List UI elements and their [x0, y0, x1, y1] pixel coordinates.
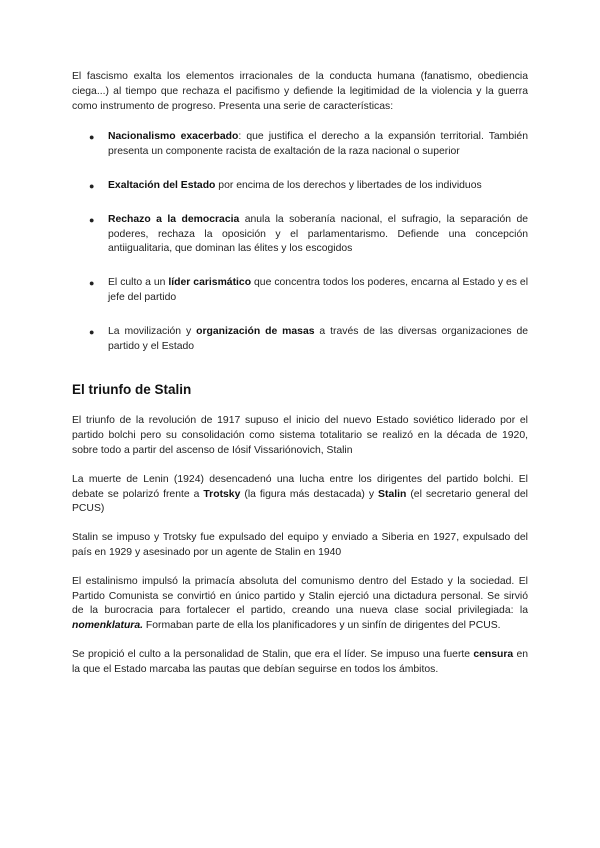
list-item: ● La movilización y organización de masas a través de las diversas organizaciones de partido y el Estado: [89, 325, 528, 352]
list-item: ● Rechazo a la democracia anula la soberanía nacional, el sufragio, la separación de poderes, rechaza la oposición y el parlamentarismo. Defiende una concepción antiigualitaria, que dominan las élites y los escogidos: [89, 213, 528, 255]
paragraph-trotsky: Stalin se impuso y Trotsky fue expulsado del equipo y enviado a Siberia en 1927, expulsado del país en 1929 y asesinado por un agente de Stalin en 1940: [72, 532, 528, 558]
list-item: ● Exaltación del Estado por encima de los derechos y libertades de los individuos: [72, 179, 528, 194]
bold-term: Stalin: [378, 488, 407, 500]
bullet-icon: ●: [89, 326, 95, 337]
document-page: [72, 70, 528, 692]
paragraph-lenin-death: La muerte de Lenin (1924) desencadenó una lucha entre los dirigentes del partido bolchi. El debate se polarizó frente a Trotsky (la figura más destacada) y Stalin (el secretario general del PCUS): [72, 473, 528, 515]
bullet-icon: ●: [89, 132, 95, 143]
bold-term: organización de masas: [196, 325, 315, 337]
bold-term: líder carismático: [168, 277, 252, 289]
paragraph-stalinism: El estalinismo impulsó la primacía absoluta del comunismo dentro del Estado y la sociedad. El Partido Comunista se convirtió en único partido y Stalin ejerció una dictadura personal. Se sirvió de la burocracia para fortalecer el partido, creando una nueva clase social privilegiada: la nomenklatura. Formaban parte de ella los planificadores y un sinfín de dirigentes del PCUS.: [72, 575, 528, 632]
characteristics-list: [72, 130, 528, 354]
bold-term: censura: [473, 648, 514, 660]
paragraph-revolution: El triunfo de la revolución de 1917 supuso el inicio del nuevo Estado soviético liderado por el partido bolchi pero su consolidación como sistema totalitario se realizó en la década de 1920, sobre todo a partir del ascenso de Iósif Vissariónovich, Stalin: [72, 415, 528, 456]
section-heading: El triunfo de Stalin: [72, 382, 192, 398]
bullet-icon: ●: [89, 278, 95, 289]
paragraph-censorship: Se propició el culto a la personalidad de Stalin, que era el líder. Se impuso una fuerte censura en la que el Estado marcaba las pautas que debían seguirse en todos los ámbitos.: [72, 648, 528, 675]
bold-term: Rechazo a la democracia: [108, 213, 240, 225]
bold-term: Exaltación del Estado: [108, 179, 216, 191]
bullet-icon: ●: [89, 214, 95, 225]
bold-italic-term: nomenklatura.: [72, 620, 144, 632]
bold-term: Trotsky: [203, 488, 241, 500]
bold-term: Nacionalismo exacerbado: [108, 131, 239, 143]
list-item: ● Nacionalismo exacerbado: que justifica el derecho a la expansión territorial. También presenta un componente racista de exaltación de la raza nacional o superior: [89, 131, 528, 158]
bullet-icon: ●: [89, 180, 95, 191]
list-item: ● El culto a un líder carismático que concentra todos los poderes, encarna al Estado y es el jefe del partido: [89, 277, 529, 303]
intro-paragraph: El fascismo exalta los elementos irracionales de la conducta humana (fanatismo, obediencia ciega...) al tiempo que rechaza el pacifismo y defiende la legitimidad de la violencia y la guerra como instrumento de progreso. Presenta una serie de características:: [72, 71, 528, 112]
